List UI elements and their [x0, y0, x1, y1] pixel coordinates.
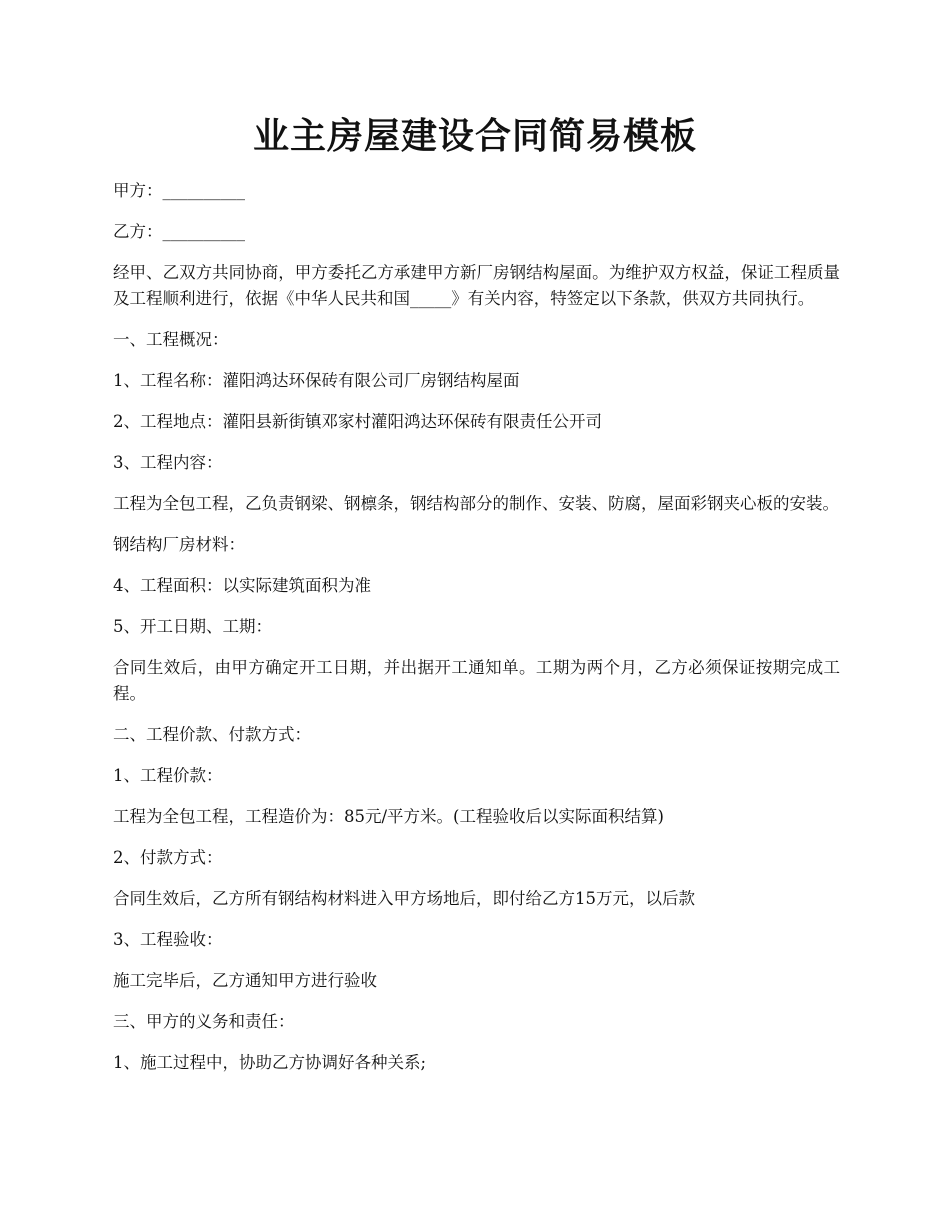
document-body: [113, 178, 840, 1091]
clause-project-location: 2、工程地点：灌阳县新街镇邓家村灌阳鸿达环保砖有限责任公开司: [113, 412, 602, 431]
party-b-line: 乙方：__________: [113, 222, 245, 241]
clause-price-heading: 1、工程价款：: [113, 766, 223, 785]
materials-heading: 钢结构厂房材料：: [113, 535, 245, 554]
schedule-paragraph: 合同生效后，由甲方确定开工日期，并出据开工通知单。工期为两个月，乙方必须保证按期完成工程。: [113, 658, 840, 703]
price-paragraph: 工程为全包工程，工程造价为：85元/平方米。(工程验收后以实际面积结算): [113, 807, 664, 826]
clause-project-name: 1、工程名称：灌阳鸿达环保砖有限公司厂房钢结构屋面: [113, 371, 520, 390]
clause-party-a-duty-1: 1、施工过程中，协助乙方协调好各种关系;: [113, 1053, 427, 1072]
section-heading-payment: 二、工程价款、付款方式：: [113, 725, 311, 744]
payment-method-paragraph: 合同生效后，乙方所有钢结构材料进入甲方场地后，即付给乙方15万元，以后款: [113, 889, 695, 908]
section-heading-overview: 一、工程概况：: [113, 330, 229, 349]
document-title: 业主房屋建设合同简易模板: [252, 115, 697, 157]
clause-payment-method-heading: 2、付款方式：: [113, 848, 223, 867]
preamble-paragraph: 经甲、乙双方共同协商，甲方委托乙方承建甲方新厂房钢结构屋面。为维护双方权益，保证工程质量及工程顺利进行，依据《中华人民共和国_____》有关内容，特签定以下条款，供双方共同执行。: [113, 263, 840, 308]
clause-acceptance-heading: 3、工程验收：: [113, 930, 223, 949]
clause-project-content-heading: 3、工程内容：: [113, 453, 223, 472]
project-content-paragraph: 工程为全包工程，乙负责钢梁、钢檩条，钢结构部分的制作、安装、防腐，屋面彩钢夹心板的安装。: [113, 494, 839, 513]
party-a-line: 甲方：__________: [113, 181, 245, 200]
section-heading-party-a-duties: 三、甲方的义务和责任：: [113, 1012, 295, 1031]
acceptance-paragraph: 施工完毕后，乙方通知甲方进行验收: [113, 971, 377, 990]
clause-schedule-heading: 5、开工日期、工期：: [113, 617, 272, 636]
clause-project-area: 4、工程面积：以实际建筑面积为准: [113, 576, 371, 595]
